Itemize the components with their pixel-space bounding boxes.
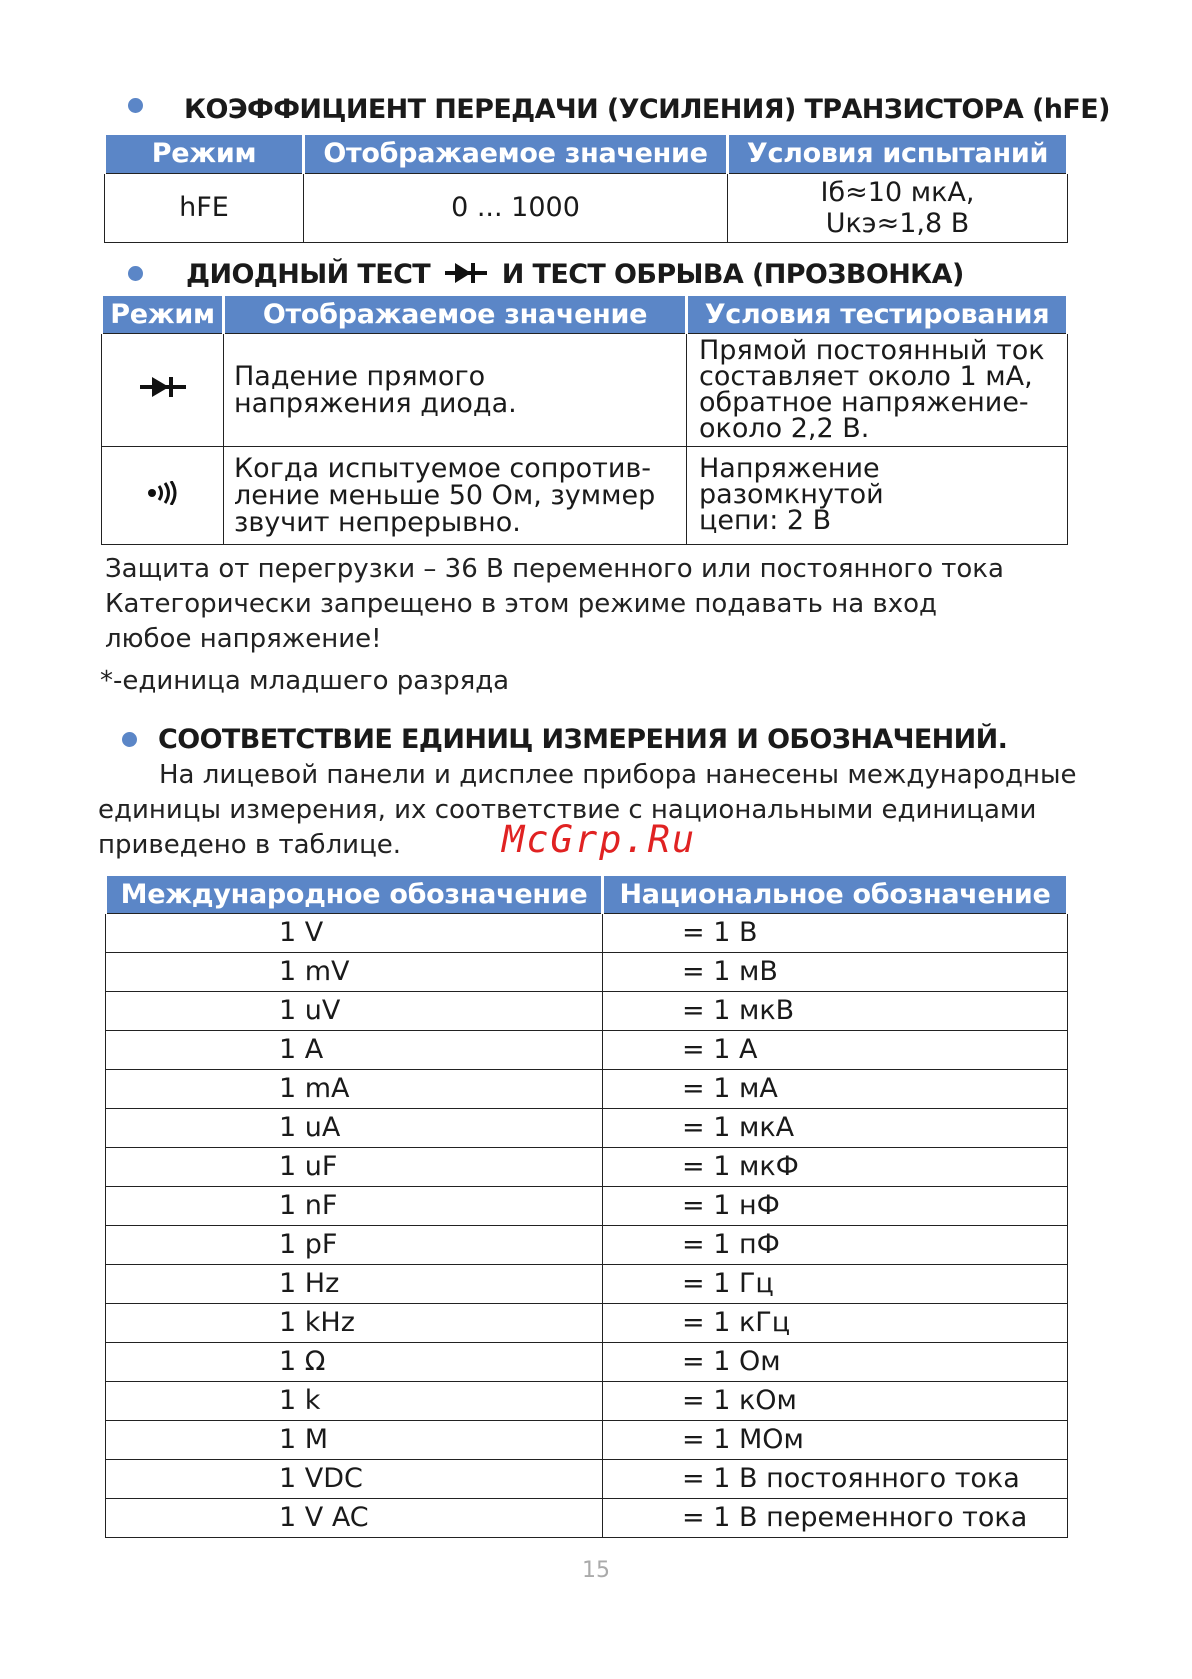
buzzer-cond-line: цепи: 2 В (699, 505, 832, 536)
buzzer-value-line: Когда испытуемое сопротив- (234, 452, 652, 484)
note-line: Категорически запрещено в этом режиме подавать на вход (105, 589, 938, 619)
international-unit: 1 VDC (106, 1459, 603, 1498)
international-unit: 1 mA (106, 1069, 603, 1108)
national-unit: = 1 мкФ (603, 1147, 1068, 1186)
section-title-diode-part1: ДИОДНЫЙ ТЕСТ (186, 259, 431, 290)
national-unit: = 1 кГц (603, 1303, 1068, 1342)
international-unit: 1 uV (106, 991, 603, 1030)
section-title-units: СООТВЕТСТВИЕ ЕДИНИЦ ИЗМЕРЕНИЯ И ОБОЗНАЧЕНИЙ. (158, 724, 1008, 755)
hfe-mode-cell (105, 173, 304, 242)
table-row (106, 1069, 1068, 1108)
header-mode: Режим (105, 135, 304, 173)
table-row (106, 1303, 1068, 1342)
buzzer-mode-cell (102, 446, 224, 544)
hfe-cond-line: Uкэ≈1,8 В (825, 207, 970, 239)
note-line: любое напряжение! (105, 624, 382, 654)
table-row (106, 1459, 1068, 1498)
diode-cond-line: составляет около 1 мА, (699, 360, 1033, 392)
international-unit: 1 nF (106, 1186, 603, 1225)
intro-line: единицы измерения, их соответствие с национальными единицами (98, 795, 1037, 825)
header-conditions: Условия испытаний (728, 135, 1068, 173)
table-row (106, 1030, 1068, 1069)
bullet-icon (128, 98, 143, 113)
diode-title-icon (445, 261, 487, 285)
national-unit: = 1 В переменного тока (603, 1498, 1068, 1537)
buzzer-value-line: ление меньше 50 Ом, зуммер (234, 479, 656, 511)
diode-cond-line: около 2,2 В. (699, 412, 870, 444)
diode-cond-line: обратное напряжение- (699, 386, 1029, 418)
footnote: *-единица младшего разряда (100, 666, 510, 696)
national-unit: = 1 А (603, 1030, 1068, 1069)
international-unit: 1 uF (106, 1147, 603, 1186)
diode-icon (140, 375, 186, 404)
diode-mode-cell (102, 333, 224, 446)
units-table (104, 876, 1069, 1538)
intro-line: На лицевой панели и дисплее прибора нанесены международные (159, 760, 1077, 790)
header-international: Международное обозначение (106, 876, 603, 913)
international-unit: 1 mV (106, 952, 603, 991)
international-unit: 1 uA (106, 1108, 603, 1147)
buzzer-cond-line: Напряжение (699, 453, 880, 484)
header-value: Отображаемое значение (224, 296, 687, 333)
table-row (106, 1225, 1068, 1264)
international-unit: 1 pF (106, 1225, 603, 1264)
buzzer-cond-line: разомкнутой (699, 479, 884, 510)
international-unit: 1 k (106, 1381, 603, 1420)
header-national: Национальное обозначение (603, 876, 1068, 913)
header-value: Отображаемое значение (304, 135, 728, 173)
diode-table (100, 296, 1069, 545)
buzzer-icon (147, 481, 179, 510)
diode-conditions-cell (687, 333, 1068, 446)
table-row (106, 1342, 1068, 1381)
table-row (106, 1108, 1068, 1147)
hfe-mode: hFE (179, 192, 229, 223)
national-unit: = 1 Ом (603, 1342, 1068, 1381)
hfe-table (103, 135, 1069, 243)
diode-cond-line: Прямой постоянный ток (699, 334, 1045, 366)
buzzer-value-cell (224, 446, 687, 544)
international-unit: 1 Hz (106, 1264, 603, 1303)
national-unit: = 1 кОм (603, 1381, 1068, 1420)
table-row (106, 1381, 1068, 1420)
table-row (106, 1186, 1068, 1225)
bullet-icon (128, 266, 143, 281)
table-row (106, 1147, 1068, 1186)
diode-value-line: напряжения диода. (234, 387, 517, 419)
hfe-conditions-cell (728, 173, 1068, 242)
hfe-value: 0 ... 1000 (451, 192, 580, 223)
note-line: Защита от перегрузки – 36 В переменного или постоянного тока (105, 554, 1004, 584)
international-unit: 1 M (106, 1420, 603, 1459)
buzzer-value-line: звучит непрерывно. (234, 506, 521, 538)
national-unit: = 1 мА (603, 1069, 1068, 1108)
national-unit: = 1 МОм (603, 1420, 1068, 1459)
national-unit: = 1 мВ (603, 952, 1068, 991)
page-number: 15 (582, 1558, 610, 1583)
table-row (106, 1498, 1068, 1537)
intro-line: приведено в таблице. (98, 830, 402, 860)
watermark: McGrp.Ru (502, 818, 697, 861)
international-unit: 1 A (106, 1030, 603, 1069)
diode-value-line: Падение прямого (234, 360, 486, 392)
international-unit: 1 V (106, 913, 603, 952)
international-unit: 1 V AC (106, 1498, 603, 1537)
national-unit: = 1 В (603, 913, 1068, 952)
section-title-diode (186, 259, 964, 290)
international-unit: 1 Ω (106, 1342, 603, 1381)
national-unit: = 1 В постоянного тока (603, 1459, 1068, 1498)
national-unit: = 1 мкА (603, 1108, 1068, 1147)
bullet-icon (122, 732, 137, 747)
diode-value-cell (224, 333, 687, 446)
table-row (106, 991, 1068, 1030)
hfe-value-cell (304, 173, 728, 242)
header-mode: Режим (102, 296, 224, 333)
national-unit: = 1 пФ (603, 1225, 1068, 1264)
section-title-diode-part2: И ТЕСТ ОБРЫВА (ПРОЗВОНКА) (501, 259, 964, 290)
section-title-hfe: КОЭФФИЦИЕНТ ПЕРЕДАЧИ (УСИЛЕНИЯ) ТРАНЗИСТОРА (hFE) (184, 94, 1110, 125)
buzzer-conditions-cell (687, 446, 1068, 544)
header-conditions: Условия тестирования (687, 296, 1068, 333)
hfe-cond-line: Iб≈10 мкА, (820, 176, 975, 208)
table-row (106, 1264, 1068, 1303)
national-unit: = 1 нФ (603, 1186, 1068, 1225)
national-unit: = 1 Гц (603, 1264, 1068, 1303)
international-unit: 1 kHz (106, 1303, 603, 1342)
table-row (106, 913, 1068, 952)
table-row (106, 1420, 1068, 1459)
national-unit: = 1 мкВ (603, 991, 1068, 1030)
table-row (106, 952, 1068, 991)
